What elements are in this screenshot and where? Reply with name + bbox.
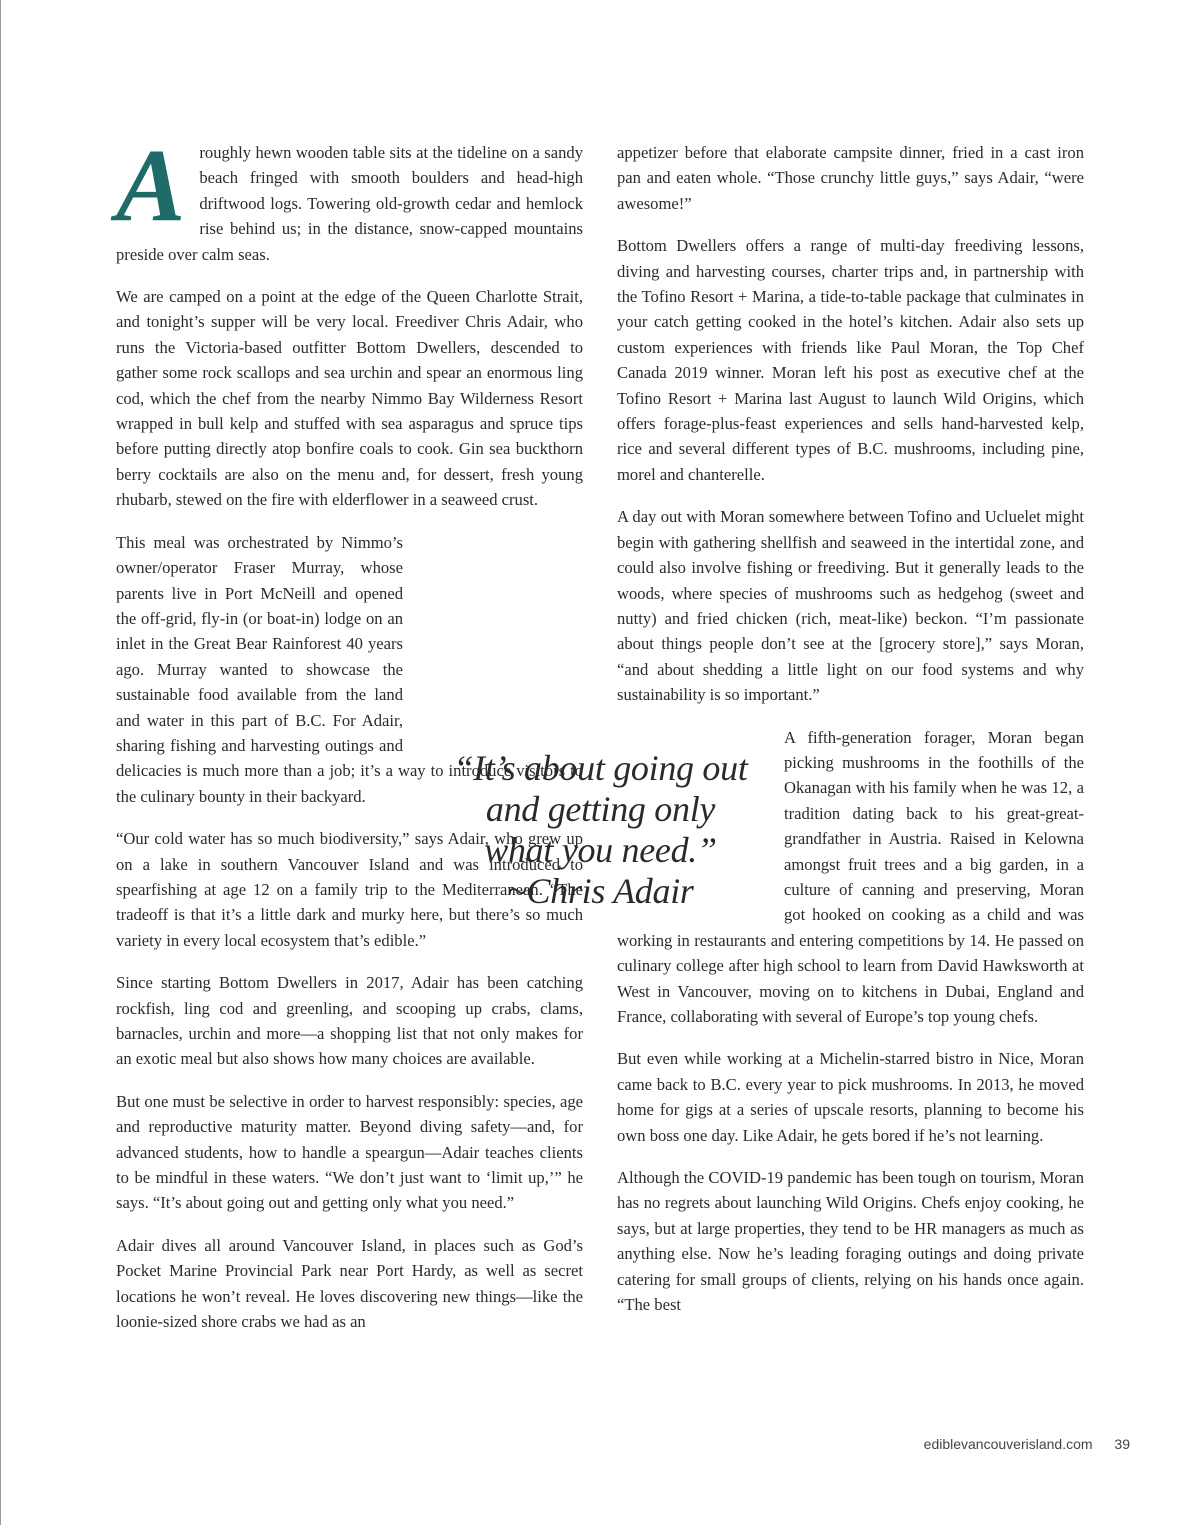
footer-site-url: ediblevancouverisland.com	[923, 1436, 1093, 1452]
article-paragraph: We are camped on a point at the edge of the Queen Charlotte Strait, and tonight’s supper will be very local. Freediver Chris Adair, who runs the Victoria-based outfitter Bottom Dwellers, descended to gather some rock scallops and sea urchin and spear an enormous ling cod, which the chef from the nearby Nimmo Bay Wilderness Resort wrapped in bull kelp and stuffed with sea asparagus and spruce tips before putting directly atop bonfire coals to cook. Gin sea buckthorn berry cocktails are also on the menu and, for dessert, fresh young rhubarb, stewed on the fire with elderflower in a seaweed crust.	[116, 287, 583, 510]
drop-cap: A	[116, 128, 186, 243]
page-footer	[924, 1436, 1130, 1452]
article-paragraph: But one must be selective in order to harvest responsibly: species, age and reproductive maturity matter. Beyond diving safety—and, for advanced students, how to handle a speargun—Adair teaches clients to be mindful in these waters. “We don’t just want to ‘limit up,’” he says. “It’s about going out and getting only what you need.”	[116, 1091, 583, 1213]
article-column-right	[617, 140, 1084, 1334]
article-paragraph: appetizer before that elaborate campsite dinner, fried in a cast iron pan and eaten whole. “Those crunchy little guys,” says Adair, “were awesome!”	[617, 143, 1084, 213]
article-paragraph: “Our cold water has so much biodiversity,” says Adair, who grew up on a lake in southern Vancouver Island and was introduced to spearfishing at age 12 on a family trip to the Mediterranean. “The tradeoff is that it’s a little dark and murky here, but there’s so much variety in every local ecosystem that’s edible.”	[116, 829, 583, 950]
page-number: 39	[1114, 1436, 1130, 1452]
page-edge-rule	[0, 0, 1, 1525]
article-paragraph: A fifth-generation forager, Moran began picking mushrooms in the foothills of the Okanagan with his family when he was 12, a tradition dating back to his great-great-grandfather in Austria. Raised in Kelowna amongst fruit trees and a big garden, in a culture of canning and preserving, Moran got hooked on cooking as a child and was working in restaurants and entering competitions by 14. He passed on culinary college after high school to learn from David Hawksworth at West in Vancouver, moving on to kitchens in Dubai, England and France, collaborating with several of Europe’s top young chefs.	[617, 727, 1084, 1026]
article-paragraph: But even while working at a Michelin-starred bistro in Nice, Moran came back to B.C. every year to pick mushrooms. In 2013, he moved home for gigs at a series of upscale resorts, planning to become his own boss one day. Like Adair, he gets bored if he’s not learning.	[617, 1049, 1084, 1145]
article-paragraph: Since starting Bottom Dwellers in 2017, Adair has been catching rockfish, ling cod and greenling, and scooping up crabs, clams, barnacles, urchin and more—a shopping list that not only makes for an exotic meal but also shows how many choices are available.	[116, 973, 583, 1069]
pull-quote-attribution: ~Chris Adair	[507, 871, 694, 911]
pull-quote	[448, 748, 753, 912]
article-paragraph: Aroughly hewn wooden table sits at the tideline on a sandy beach fringed with smooth boulders and head-high driftwood logs. Towering old-growth cedar and hemlock rise behind us; in the distance, snow-capped mountains preside over calm seas.	[116, 128, 583, 264]
article-paragraph: Adair dives all around Vancouver Island, in places such as God’s Pocket Marine Provincial Park near Port Hardy, as well as secret locations he won’t reveal. He loves discovering new things—like the loonie-sized shore crabs we had as an	[116, 1235, 583, 1332]
article-paragraph: Although the COVID-19 pandemic has been tough on tourism, Moran has no regrets about launching Wild Origins. Chefs enjoy cooking, he says, but at large properties, they tend to be HR managers as much as anything else. Now he’s leading foraging outings and doing private catering for small groups of clients, relying on his hands once again. “The best	[617, 1168, 1084, 1315]
article-column-left	[116, 128, 583, 1351]
article-paragraph: A day out with Moran somewhere between Tofino and Ucluelet might begin with gathering shellfish and seaweed in the intertidal zone, and could also involve fishing or freediving. But it generally leads to the woods, where species of mushrooms such as hedgehog (sweet and nutty) and fried chicken (rich, meat-like) beckon. “I’m passionate about things people don’t see at the [grocery store],” says Moran, “and about shedding a little light on our food systems and why sustainability is so important.”	[617, 507, 1084, 705]
article-paragraph: This meal was orchestrated by Nimmo’s owner/operator Fraser Murray, whose parents live in Port McNeill and opened the off-grid, fly-in (or boat-in) lodge on an inlet in the Great Bear Rainforest 40 years ago. Murray wanted to showcase the sustainable food available from the land and water in this part of B.C. For Adair, sharing fishing and harvesting outings and delicacies is much more than a job; it’s a way to introduce visitors to the culinary bounty in their backyard.	[116, 532, 583, 806]
article-paragraph: Bottom Dwellers offers a range of multi-day freediving lessons, diving and harvesting courses, charter trips and, in partnership with the Tofino Resort + Marina, a tide-to-table package that culminates in your catch getting cooked in the hotel’s kitchen. Adair also sets up custom experiences with friends like Paul Moran, the Top Chef Canada 2019 winner. Moran left his post as executive chef at the Tofino Resort + Marina last August to launch Wild Origins, which offers forage-plus-feast experiences and sells hand-harvested kelp, rice and several different types of B.C. mushrooms, including pine, morel and chanterelle.	[617, 236, 1084, 484]
pull-quote-text: “It’s about going out and getting only what you need.”	[453, 748, 748, 870]
